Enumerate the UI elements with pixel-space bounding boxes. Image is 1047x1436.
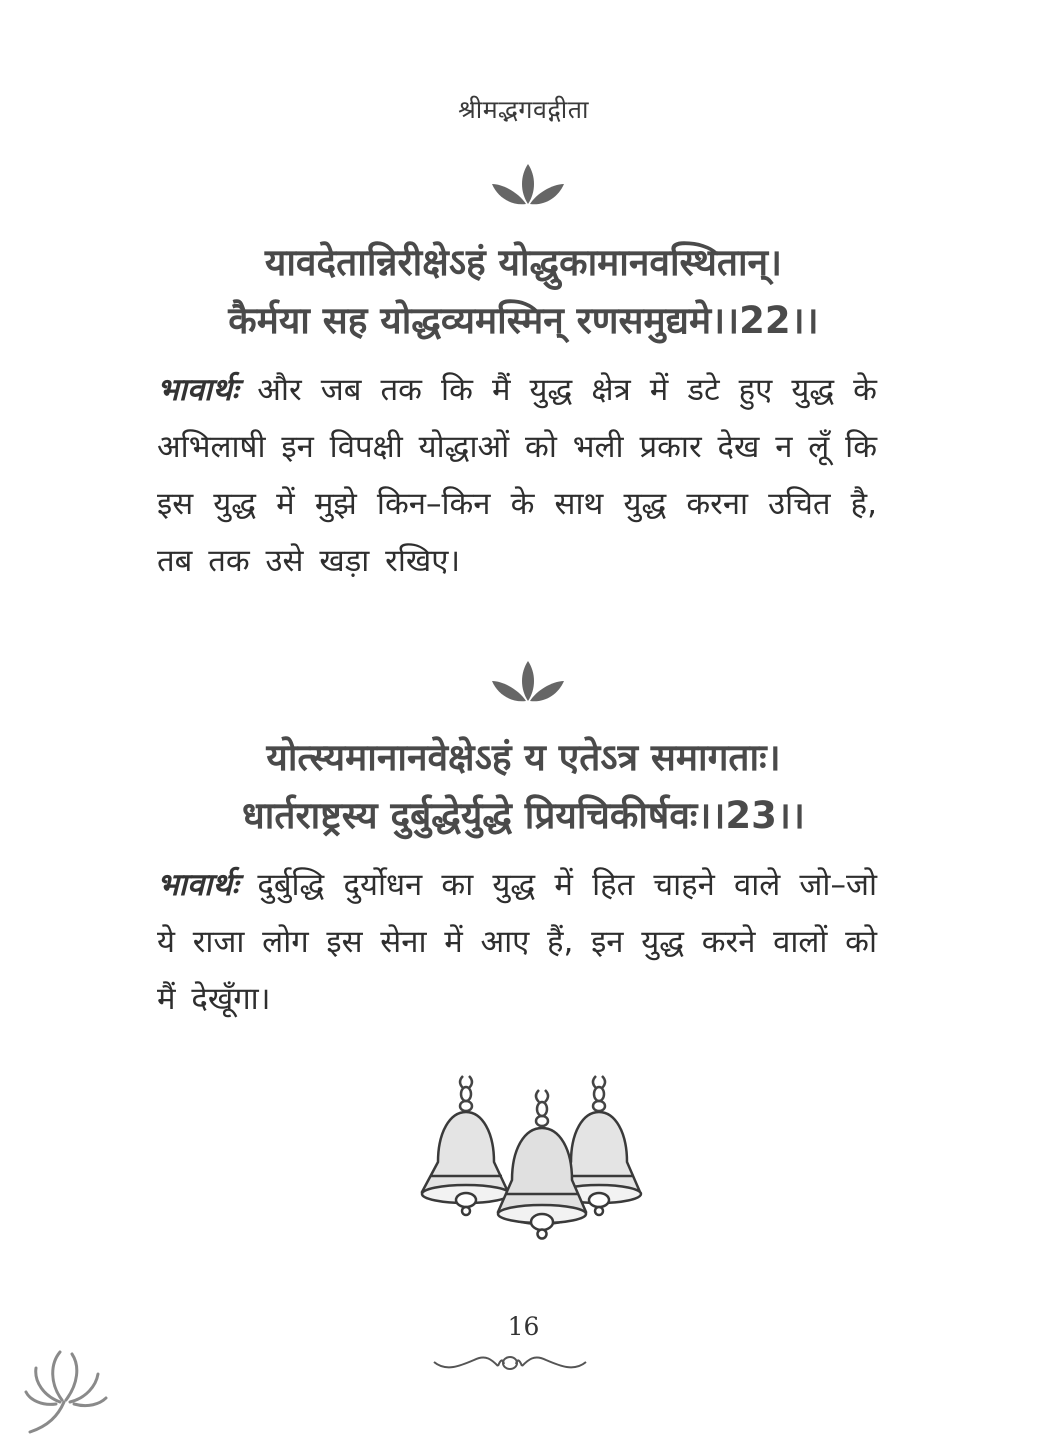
page-number: 16 [507, 1312, 540, 1341]
flourish-icon [430, 1352, 590, 1372]
running-header-title: श्रीमद्भगवद्गीता [458, 95, 589, 124]
hanging-bells-icon [408, 1072, 652, 1242]
shloka-22 [0, 234, 1047, 350]
shloka-line: कैर्मया सह योद्धव्यमस्मिन् रणसमुद्यमे।।22।। [228, 299, 819, 342]
bhavarth-text: दुर्बुद्धि दुर्योधन का युद्ध में हित चाहने वाले जो–जो ये राजा लोग इस सेना में आए हैं, इन युद्ध करने वालों को मैं देखूँगा। [157, 867, 877, 1017]
shloka-line: धार्तराष्ट्रस्य दुर्बुद्धेर्युद्धे प्रियचिकीर्षवः।।23।। [242, 794, 805, 837]
three-leaf-icon [490, 659, 566, 703]
bhavarth-label: भावार्थः [157, 867, 239, 903]
bhavarth-text: और जब तक कि मैं युद्ध क्षेत्र में डटे हुए युद्ध के अभिलाषी इन विपक्षी योद्धाओं को भली प्रकार देख न लूँ कि इस युद्ध में मुझे किन–किन के साथ युद्ध करना उचित है, तब तक उसे खड़ा रखिए। [157, 372, 877, 579]
bhavarth-22 [157, 362, 877, 590]
bhavarth-23 [157, 857, 877, 1028]
shloka-line: योत्स्यमानानवेक्षेऽहं य एतेऽत्र समागताः। [266, 736, 781, 779]
bhavarth-label: भावार्थः [157, 372, 239, 408]
shloka-23 [0, 729, 1047, 845]
lotus-icon [20, 1340, 110, 1436]
three-leaf-icon [490, 162, 566, 206]
shloka-line: यावदेतान्निरीक्षेऽहं योद्धुकामानवस्थितान्। [264, 241, 783, 284]
